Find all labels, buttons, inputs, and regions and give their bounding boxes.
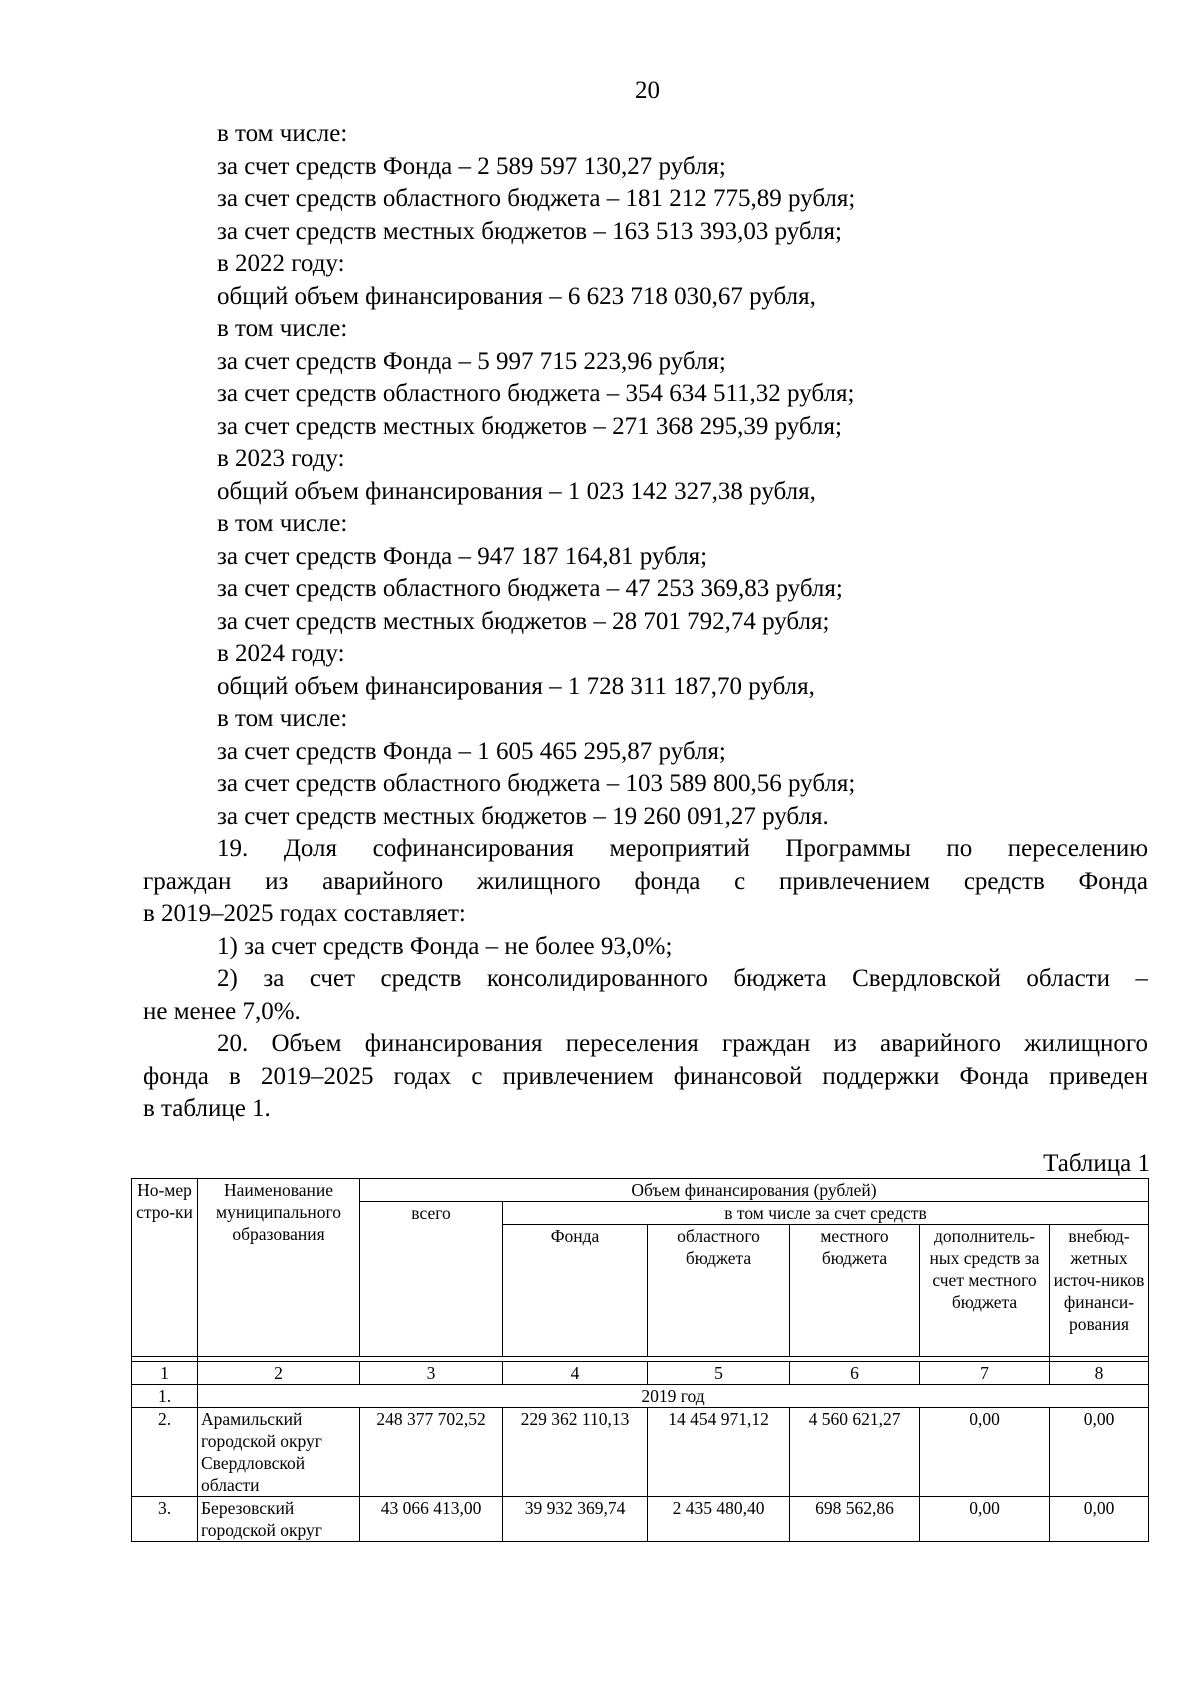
text-line: в том числе: — [217, 315, 348, 342]
paragraph-20-line: фонда в 2019–2025 годах с привлечением финансовой поддержки Фонда приведен — [143, 1062, 1148, 1090]
fund-cell: 229 362 110,13 — [503, 1408, 648, 1497]
header-total: всего — [360, 1202, 503, 1357]
header-local-budget: местного бюджета — [790, 1225, 920, 1357]
row-number: 2. — [132, 1408, 198, 1497]
text-line: общий объем финансирования – 6 623 718 030,67 рубля, — [217, 282, 816, 310]
header-fund: Фонда — [503, 1225, 648, 1357]
text-line: за счет средств областного бюджета – 47 253 369,83 рубля; — [217, 575, 843, 602]
column-number-row — [132, 1362, 1149, 1385]
text-line: за счет средств местных бюджетов – 28 701 792,74 рубля; — [217, 607, 830, 635]
additional-cell: 0,00 — [920, 1408, 1050, 1497]
text-line: за счет средств местных бюджетов – 19 260 091,27 рубля. — [217, 802, 829, 830]
header-municipality: Наименование муниципального образования — [198, 1179, 360, 1357]
text-line: в том числе: — [217, 705, 348, 732]
header-extrabudgetary: внебюд-жетных источ-ников финанси-рования — [1050, 1225, 1149, 1357]
page-number: 20 — [635, 77, 660, 104]
header-regional-budget: областного бюджета — [648, 1225, 790, 1357]
column-number: 7 — [920, 1362, 1050, 1385]
paragraph-19-line: граждан из аварийного жилищного фонда с привлечением средств Фонда — [143, 867, 1148, 895]
table-row — [132, 1408, 1149, 1497]
column-number: 6 — [790, 1362, 920, 1385]
extra-cell: 0,00 — [1050, 1497, 1149, 1542]
text-line: за счет средств Фонда – 2 589 597 130,27 рубля; — [217, 152, 726, 180]
text-line: в 2024 году: — [217, 640, 345, 667]
regional-cell: 2 435 480,40 — [648, 1497, 790, 1542]
extra-cell: 0,00 — [1050, 1408, 1149, 1497]
header-row-number: Но-мер стро-ки — [132, 1179, 198, 1357]
table-caption: Таблица 1 — [1043, 1150, 1150, 1177]
paragraph-19-line: 19. Доля софинансирования мероприятий Программы по переселению — [217, 835, 1148, 862]
text-line: в том числе: — [217, 120, 348, 147]
municipality-name: Арамильский городской округ Свердловской области — [198, 1408, 360, 1497]
fund-cell: 39 932 369,74 — [503, 1497, 648, 1542]
text-line: за счет средств областного бюджета – 181 212 775,89 рубля; — [217, 185, 856, 212]
local-cell: 4 560 621,27 — [790, 1408, 920, 1497]
text-line: за счет средств Фонда – 1 605 465 295,87 рубля; — [217, 737, 726, 765]
column-number: 5 — [648, 1362, 790, 1385]
paragraph-19-line: в 2019–2025 годах составляет: — [143, 900, 466, 927]
paragraph-19-item-1: 1) за счет средств Фонда – не более 93,0%; — [217, 932, 673, 960]
text-line: в 2023 году: — [217, 445, 345, 472]
text-line: общий объем финансирования – 1 023 142 327,38 рубля, — [217, 477, 816, 505]
table-row — [132, 1497, 1149, 1542]
year-row — [132, 1385, 1149, 1408]
document-body — [143, 118, 1148, 1126]
row-number: 1. — [132, 1385, 198, 1408]
column-number: 2 — [198, 1362, 360, 1385]
column-number: 4 — [503, 1362, 648, 1385]
column-number: 8 — [1050, 1362, 1149, 1385]
row-number: 3. — [132, 1497, 198, 1542]
year-label: 2019 год — [198, 1385, 1149, 1408]
header-financing-volume: Объем финансирования (рублей) — [360, 1179, 1149, 1202]
header-including: в том числе за счет средств — [503, 1202, 1149, 1225]
paragraph-19-item-2-line: 2) за счет средств консолидированного бюджета Свердловской области – — [217, 965, 1148, 992]
additional-cell: 0,00 — [920, 1497, 1050, 1542]
financing-table — [131, 1178, 1149, 1542]
text-line: общий объем финансирования – 1 728 311 187,70 рубля, — [217, 672, 815, 700]
text-line: за счет средств областного бюджета – 103 589 800,56 рубля; — [217, 770, 856, 797]
text-line: за счет средств местных бюджетов – 271 368 295,39 рубля; — [217, 412, 842, 440]
municipality-name: Березовский городской округ — [198, 1497, 360, 1542]
regional-cell: 14 454 971,12 — [648, 1408, 790, 1497]
text-line: в 2022 году: — [217, 250, 345, 277]
table-header-row — [132, 1179, 1149, 1202]
text-line: в том числе: — [217, 510, 348, 537]
total-cell: 248 377 702,52 — [360, 1408, 503, 1497]
text-line: за счет средств областного бюджета – 354 634 511,32 рубля; — [217, 380, 855, 407]
text-line: за счет средств Фонда – 947 187 164,81 рубля; — [217, 542, 708, 570]
local-cell: 698 562,86 — [790, 1497, 920, 1542]
column-number: 3 — [360, 1362, 503, 1385]
paragraph-20-line: 20. Объем финансирования переселения граждан из аварийного жилищного — [217, 1030, 1148, 1057]
header-additional-funds: дополнитель-ных средств за счет местного бюджета — [920, 1225, 1050, 1357]
text-line: за счет средств местных бюджетов – 163 513 393,03 рубля; — [217, 217, 842, 245]
paragraph-19-item-2-line: не менее 7,0%. — [143, 997, 301, 1025]
total-cell: 43 066 413,00 — [360, 1497, 503, 1542]
column-number: 1 — [132, 1362, 198, 1385]
text-line: за счет средств Фонда – 5 997 715 223,96 рубля; — [217, 347, 726, 375]
paragraph-20-line: в таблице 1. — [143, 1095, 271, 1122]
